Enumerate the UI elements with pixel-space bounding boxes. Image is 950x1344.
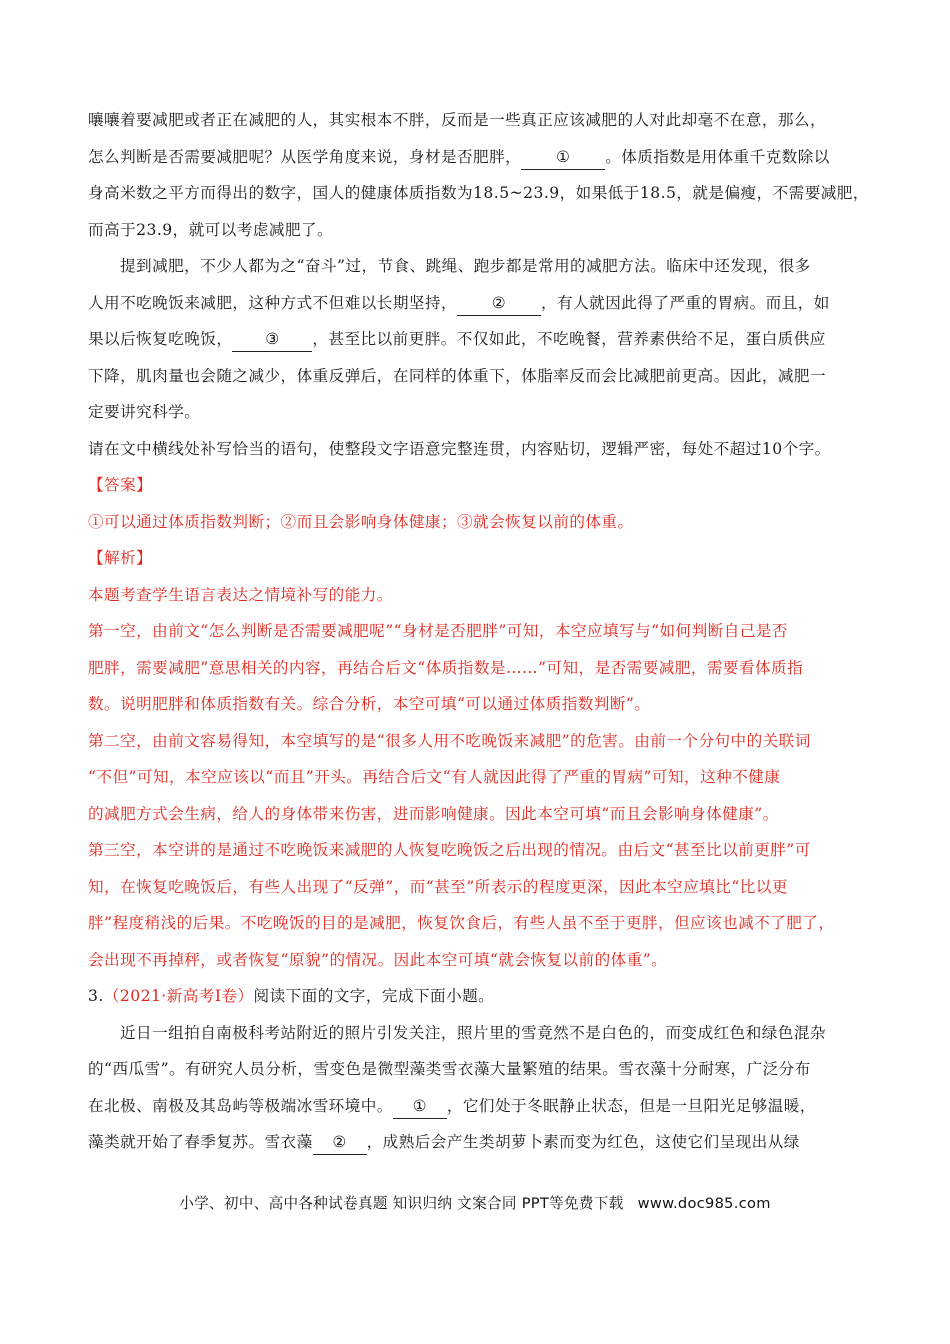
fill-blank-2: ② <box>457 291 541 316</box>
passage-line: 藻类就开始了春季复苏。雪衣藻 ② ，成熟后会产生类胡萝卜素而变为红色，这使它们呈现出从绿 <box>88 1130 868 1167</box>
footer-url[interactable]: www.doc985.com <box>637 1195 771 1212</box>
fill-blank-1: ① <box>521 145 605 170</box>
analysis-line: 的减肥方式会生病，给人的身体带来伤害，进而影响健康。因此本空可填“而且会影响身体健康”。 <box>88 804 779 823</box>
question-instruction: 阅读下面的文字，完成下面小题。 <box>253 987 495 1005</box>
analysis-line: 会出现不再掉秤，或者恢复“原貌”的情况。因此本空可填“就会恢复以前的体重”。 <box>88 950 668 969</box>
analysis-line: 第一空，由前文“怎么判断是否需要减肥呢”“身材是否肥胖”可知，本空应填写与“如何判断自己是否 <box>88 622 788 640</box>
fill-blank-2: ② <box>313 1130 367 1155</box>
answer-text: ①可以通过体质指数判断；②而且会影响身体健康；③就会恢复以前的体重。 <box>88 512 634 531</box>
passage-line: 定要讲究科学。 <box>88 403 201 421</box>
analysis-line: “不但”可知，本空应该以“而且”开头。再结合后文“有人就因此得了严重的胃病”可知，这种不健康 <box>88 768 781 786</box>
question-3-heading <box>88 984 868 1021</box>
answer-label: 【答案】 <box>88 476 153 494</box>
analysis-line: 数。说明肥胖和体质指数有关。综合分析，本空可填“可以通过体质指数判断”。 <box>88 695 651 713</box>
passage-line: 怎么判断是否需要减肥呢？从医学角度来说，身材是否肥胖， ① 。体质指数是用体重千克数除以 <box>88 145 868 182</box>
passage-line: 近日一组拍自南极科考站附近的照片引发关注，照片里的雪竟然不是白色的，而变成红色和绿色混杂 <box>120 1023 826 1042</box>
passage-line: 而高于23.9，就可以考虑减肥了。 <box>88 220 334 239</box>
analysis-line: 胖”程度稍浅的后果。不吃晚饭的目的是减肥，恢复饮食后，有些人虽不至于更胖，但应该也减不了肥了， <box>88 914 835 932</box>
question-number: 3. <box>88 987 104 1005</box>
page-footer <box>0 1192 950 1213</box>
passage-line: 嚷嚷着要减肥或者正在减肥的人，其实根本不胖，反而是一些真正应该减肥的人对此却毫不在意，那么， <box>88 111 827 129</box>
question-text: 请在文中横线处补写恰当的语句，使整段文字语意完整连贯，内容贴切，逻辑严密，每处不超过10个字。 <box>88 439 831 458</box>
analysis-label: 【解析】 <box>88 549 153 567</box>
passage-line: 果以后恢复吃晚饭， ③ ，甚至比以前更胖。不仅如此，不吃晚餐，营养素供给不足，蛋白质供应 <box>88 327 868 364</box>
question-source: （2021·新高考Ⅰ卷） <box>103 987 254 1005</box>
passage-line: 在北极、南极及其岛屿等极端冰雪环境中。 ① ，它们处于冬眠静止状态，但是一旦阳光足够温暖， <box>88 1094 868 1131</box>
analysis-line: 第三空，本空讲的是通过不吃晚饭来减肥的人恢复吃晚饭之后出现的情况。由后文“甚至比以前更胖”可 <box>88 841 811 859</box>
analysis-line: 第二空，由前文容易得知，本空填写的是“很多人用不吃晚饭来减肥”的危害。由前一个分句中的关联词 <box>88 731 811 750</box>
passage-line: 身高米数之平方而得出的数字，国人的健康体质指数为18.5~23.9，如果低于18.5，就是偏瘦，不需要减肥， <box>88 184 869 202</box>
document-body <box>88 108 868 1167</box>
passage-line: 提到减肥，不少人都为之“奋斗”过，节食、跳绳、跑步都是常用的减肥方法。临床中还发现，很多 <box>120 257 811 275</box>
fill-blank-1: ① <box>393 1094 447 1119</box>
analysis-line: 本题考查学生语言表达之情境补写的能力。 <box>88 585 393 604</box>
passage-line: 人用不吃晚饭来减肥，这种方式不但难以长期坚持， ② ，有人就因此得了严重的胃病。而且，如 <box>88 291 868 328</box>
footer-text: 小学、初中、高中各种试卷真题 知识归纳 文案合同 PPT等免费下载 <box>179 1195 624 1212</box>
passage-line: 的“西瓜雪”。有研究人员分析，雪变色是微型藻类雪衣藻大量繁殖的结果。雪衣藻十分耐寒，广泛分布 <box>88 1060 811 1078</box>
analysis-line: 肥胖，需要减肥”意思相关的内容，再结合后文“体质指数是……”可知，是否需要减肥，需要看体质指 <box>88 658 804 677</box>
passage-line: 下降，肌肉量也会随之减少，体重反弹后，在同样的体重下，体脂率反而会比减肥前更高。因此，减肥一 <box>88 366 827 385</box>
analysis-line: 知，在恢复吃晚饭后，有些人出现了“反弹”，而“甚至”所表示的程度更深，因此本空应填比“比以更 <box>88 877 788 896</box>
fill-blank-3: ③ <box>232 327 312 352</box>
